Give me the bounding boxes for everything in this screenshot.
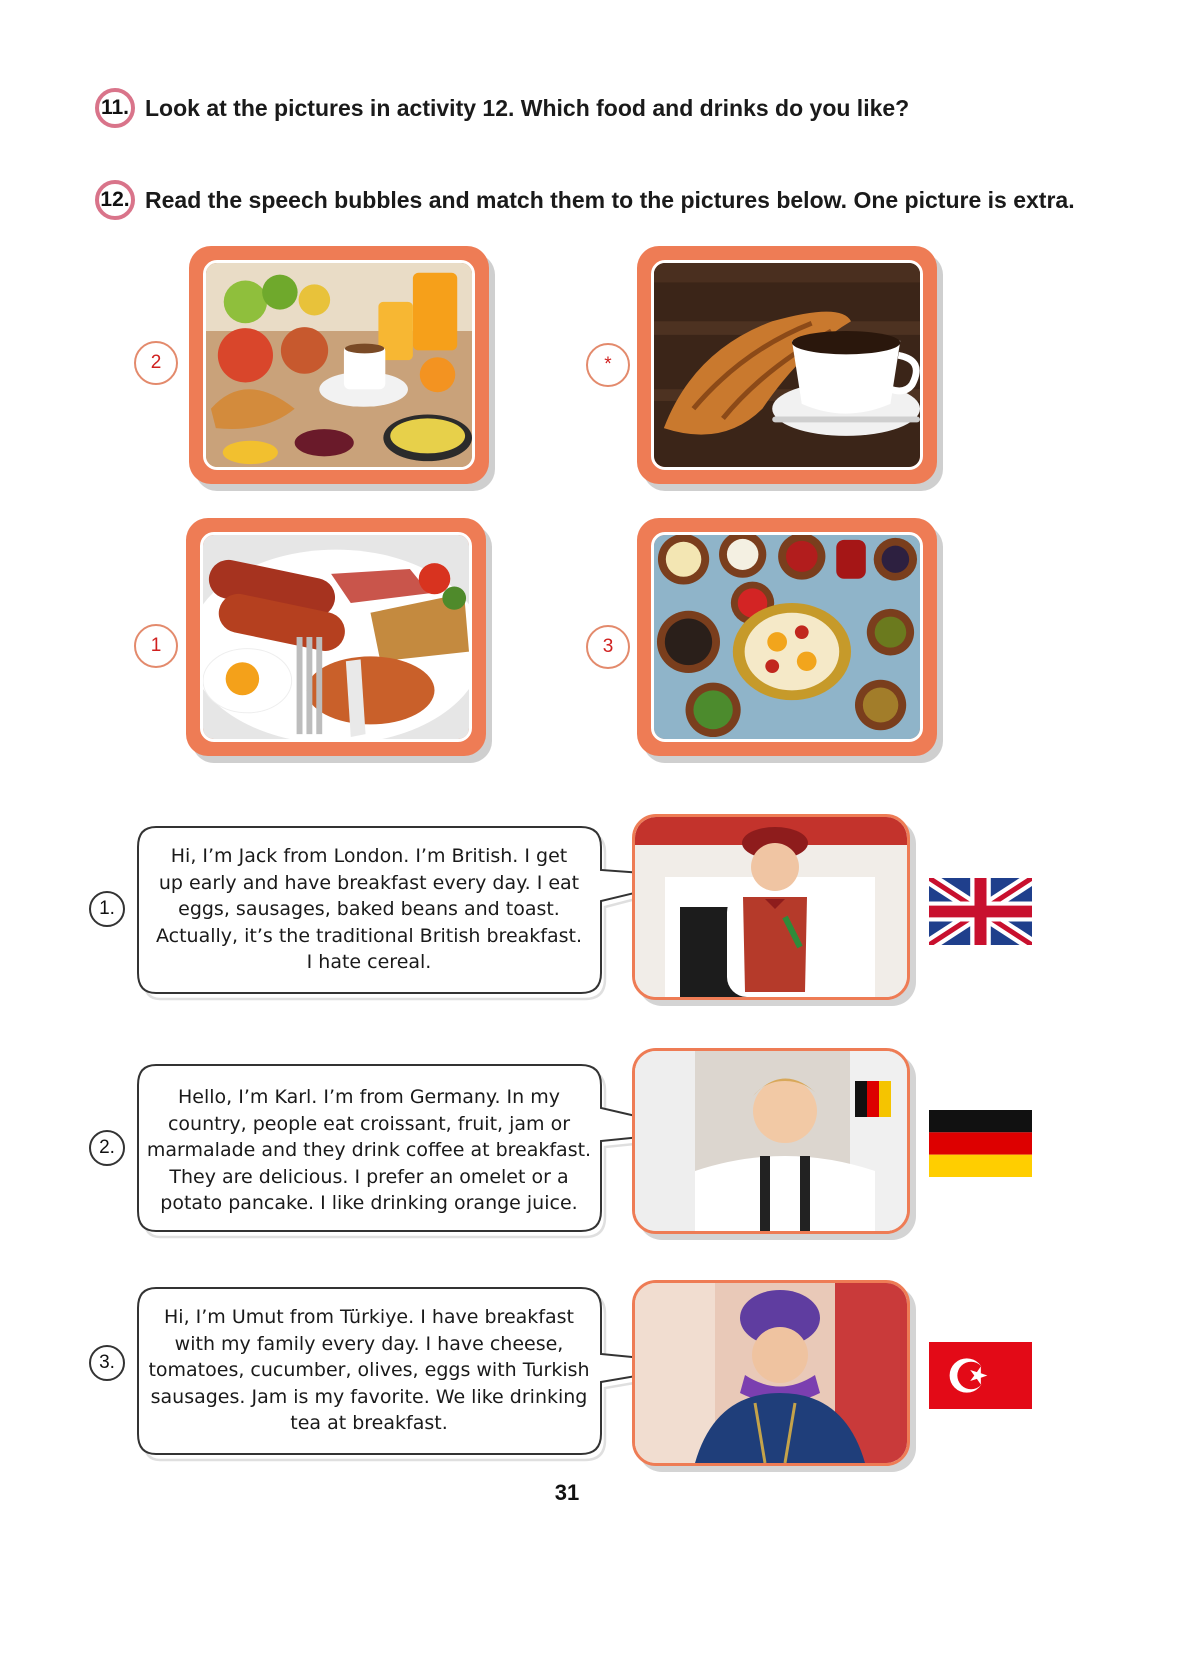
speech-bubble-jack: [136, 825, 706, 1003]
speaker-number: 3.: [89, 1345, 125, 1381]
picture-continental-breakfast: [189, 246, 489, 484]
turkish-breakfast-photo: [651, 532, 923, 742]
uk-flag: [929, 878, 1032, 945]
bubble-line: eggs, sausages, baked beans and toast.: [178, 898, 560, 920]
speech-bubble-umut: [136, 1286, 706, 1464]
british-breakfast-photo: [200, 532, 472, 742]
answer-circle[interactable]: 1: [134, 624, 178, 668]
germany-flag: [929, 1110, 1032, 1177]
turkey-flag: [929, 1342, 1032, 1409]
activity-instruction: Read the speech bubbles and match them to the pictures below. One picture is extra.: [145, 186, 1075, 213]
bubble-text: [140, 1084, 598, 1217]
picture-british-breakfast: [186, 518, 486, 756]
bubble-text: [140, 1304, 598, 1437]
activity-number: 11.: [95, 88, 135, 128]
answer-circle[interactable]: *: [586, 343, 630, 387]
answer-circle[interactable]: 3: [586, 625, 630, 669]
picture-turkish-breakfast: [637, 518, 937, 756]
photo-umut: [632, 1280, 910, 1466]
photo-karl: [632, 1048, 910, 1234]
answer-circle[interactable]: 2: [134, 341, 178, 385]
bubble-line: Hi, I’m Jack from London. I’m British. I get: [170, 845, 568, 867]
continental-breakfast-photo: [203, 260, 475, 470]
picture-croissant-coffee: [637, 246, 937, 484]
bubble-line: up early and have breakfast every day. I eat: [158, 871, 580, 894]
bubble-line: I hate cereal.: [306, 951, 432, 973]
activity-instruction: Look at the pictures in activity 12. Which food and drinks do you like?: [145, 94, 910, 121]
bubble-line: tea at breakfast.: [290, 1412, 448, 1434]
speaker-number: 2.: [89, 1130, 125, 1166]
bubble-line: Hi, I’m Umut from Türkiye. I have breakfast: [164, 1306, 574, 1328]
bubble-line: potato pancake. I like drinking orange juice.: [160, 1192, 578, 1214]
bubble-line: Hello, I’m Karl. I’m from Germany. In my: [178, 1086, 560, 1108]
bubble-text: [140, 843, 598, 976]
page-number: 31: [554, 1480, 580, 1505]
activity-number: 12.: [95, 180, 135, 220]
croissant-coffee-photo: [651, 260, 923, 470]
bubble-line: tomatoes, cucumber, olives, eggs with Turkish: [148, 1359, 590, 1381]
activity-11: [95, 88, 909, 128]
speaker-number: 1.: [89, 891, 125, 927]
bubble-line: country, people eat croissant, fruit, jam or: [167, 1112, 570, 1135]
photo-jack: [632, 814, 910, 1000]
speech-bubble-karl: [136, 1063, 706, 1241]
bubble-line: marmalade and they drink coffee at breakfast.: [146, 1139, 592, 1161]
bubble-line: Actually, it’s the traditional British breakfast.: [156, 924, 582, 947]
bubble-line: sausages. Jam is my favorite. We like drinking: [150, 1385, 588, 1408]
bubble-line: with my family every day. I have cheese,: [174, 1332, 564, 1355]
activity-12: [95, 180, 1075, 220]
bubble-line: They are delicious. I prefer an omelet or a: [169, 1165, 569, 1188]
